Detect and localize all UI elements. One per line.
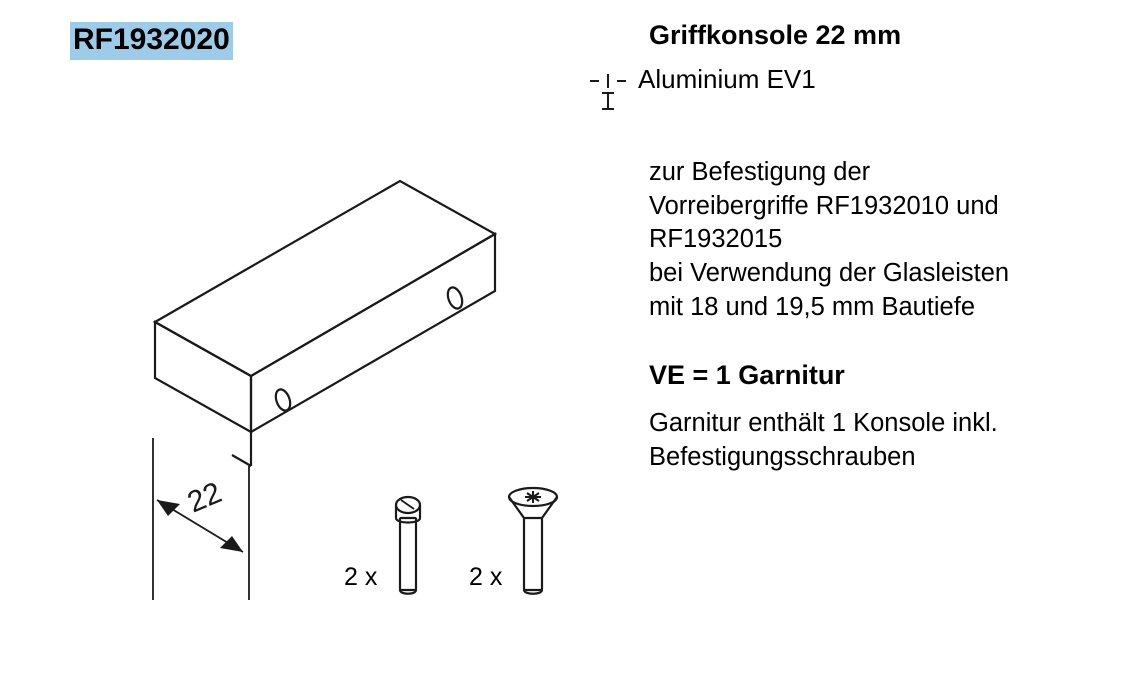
contents-line: Befestigungsschrauben	[649, 443, 916, 472]
description-line: RF1932015	[649, 225, 783, 254]
article-number: RF1932020	[70, 22, 233, 60]
description-line: mit 18 und 19,5 mm Bautiefe	[649, 292, 976, 321]
material-label: Aluminium EV1	[638, 64, 816, 95]
package-contents	[649, 407, 1119, 474]
screw-slotted	[396, 497, 420, 594]
packaging-unit-label: VE = 1 Garnitur	[649, 360, 845, 391]
dimension-22	[153, 438, 249, 600]
product-description	[649, 156, 1119, 324]
dimension-label: 22	[182, 476, 227, 520]
console-block	[155, 181, 495, 466]
material-row	[638, 64, 1119, 120]
contents-line: Garnitur enthält 1 Konsole inkl.	[649, 409, 998, 438]
screw-countersunk	[509, 488, 557, 594]
material-surface-icon	[586, 69, 638, 120]
description-line: Vorreibergriffe RF1932010 und	[649, 191, 999, 220]
product-title: Griffkonsole 22 mm	[649, 20, 902, 50]
description-line: zur Befestigung der	[649, 158, 871, 187]
product-details	[638, 20, 1119, 475]
description-line: bei Verwendung der Glasleisten	[649, 259, 1010, 288]
screw-hole-front	[273, 387, 293, 412]
screw2-quantity-label: 2 x	[469, 563, 503, 591]
screw1-quantity-label: 2 x	[344, 563, 378, 591]
screw-hole-right	[445, 285, 465, 310]
